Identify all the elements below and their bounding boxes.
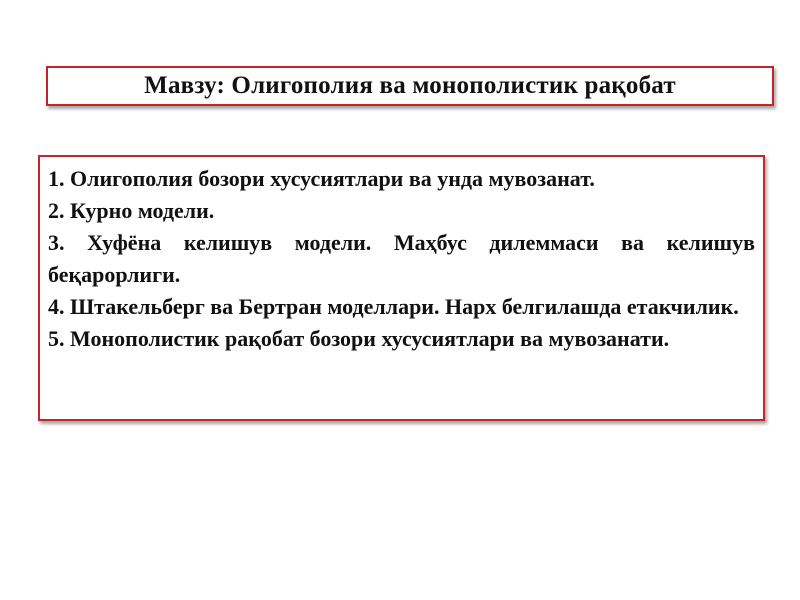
slide-title: Мавзу: Олигополия ва монополистик рақобат <box>144 72 676 99</box>
topics-box <box>38 155 765 421</box>
topic-item-4: 4. Штакельберг ва Бертран моделлари. Нарх белгилашда етакчилик. <box>48 294 739 319</box>
topic-item-5: 5. Монополистик рақобат бозори хусусиятлари ва мувозанати. <box>48 326 670 351</box>
topic-item-2: 2. Курно модели. <box>48 198 215 223</box>
topic-item-1: 1. Олигополия бозори хусусиятлари ва унда мувозанат. <box>48 166 595 191</box>
topic-item-3: 3. Хуфёна келишув модели. Маҳбус дилеммаси ва келишув беқарорлиги. <box>48 230 755 287</box>
title-box <box>46 66 774 106</box>
